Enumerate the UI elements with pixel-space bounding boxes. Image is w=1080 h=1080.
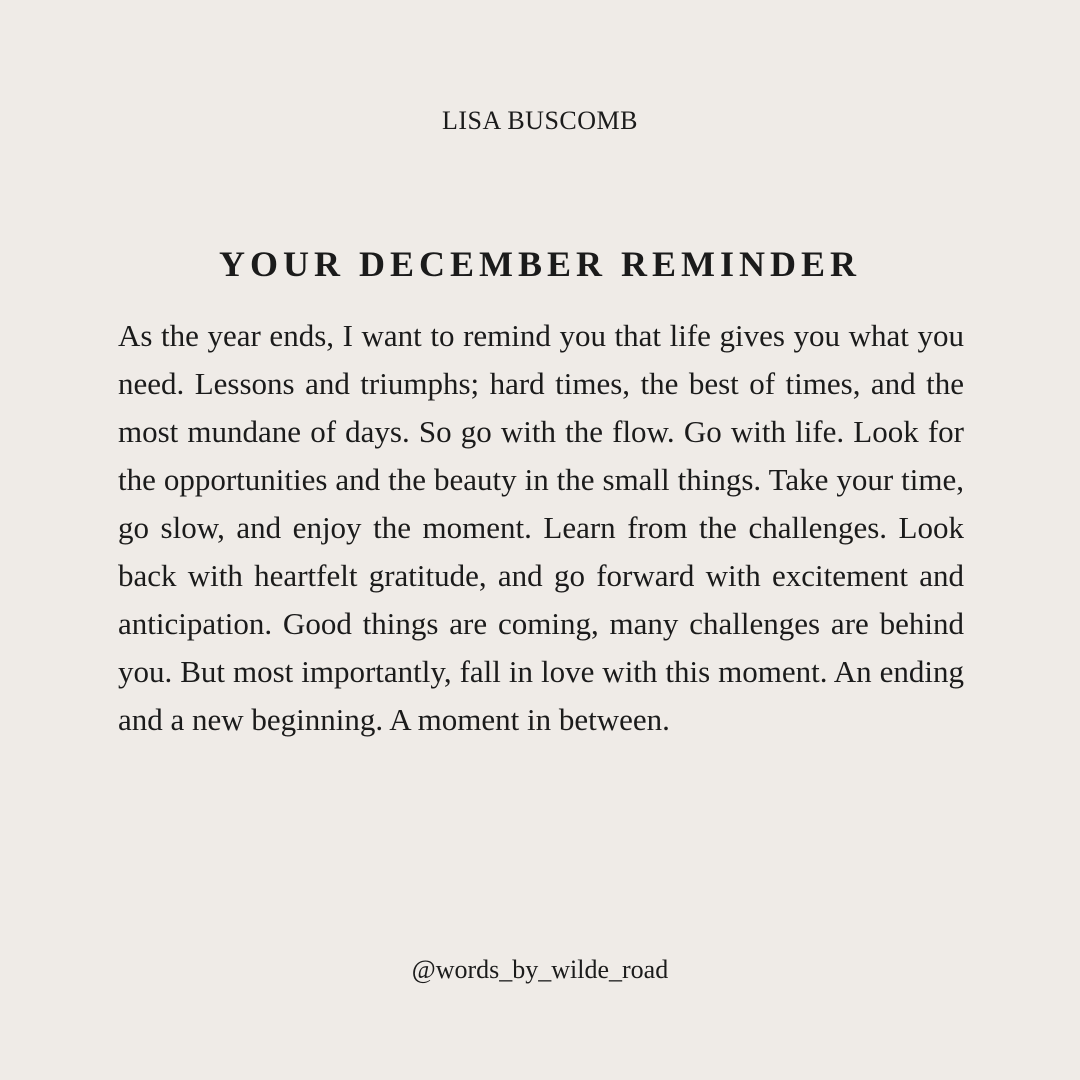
social-handle: @words_by_wilde_road [411, 955, 669, 984]
page-title: YOUR DECEMBER REMINDER [218, 244, 862, 284]
author-name: LISA BUSCOMB [442, 106, 638, 135]
quote-body: As the year ends, I want to remind you that life gives you what you need. Lessons and triumphs; hard times, the best of times, and the most mundane of days. So go with the flow. Go with life. Look for the opportunities and the beauty in the small things. Take your time, go slow, and enjoy the moment. Learn from the challenges. Look back with heartfelt gratitude, and go forward with excitement and anticipation. Good things are coming, many challenges are behind you. But most importantly, fall in love with this moment. An ending and a new beginning. A moment in between. [118, 318, 964, 737]
